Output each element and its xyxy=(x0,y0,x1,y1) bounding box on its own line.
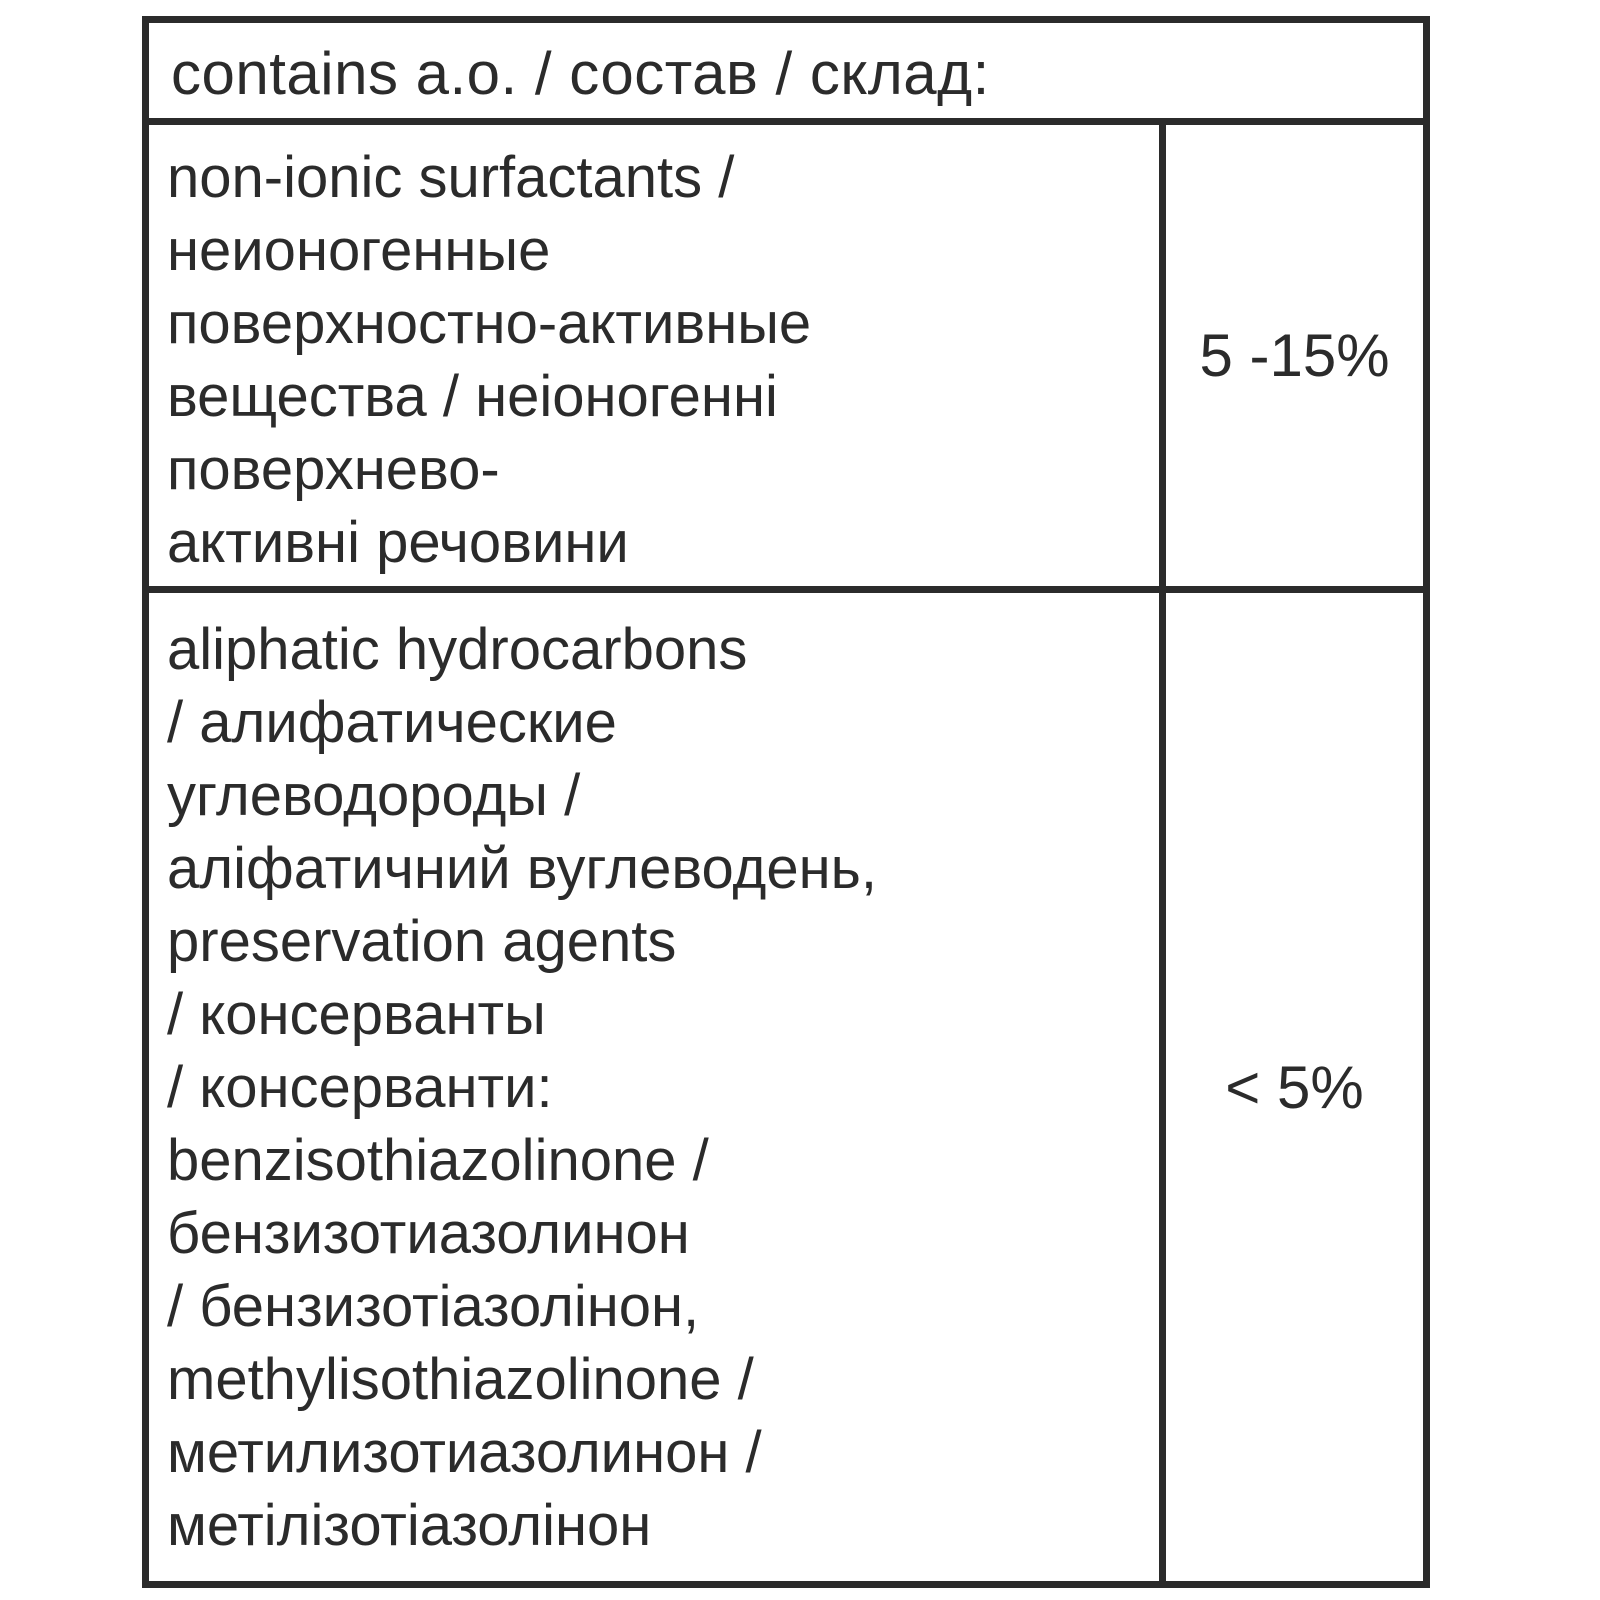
ingredient-line: аліфатичний вуглеводень, xyxy=(167,836,877,901)
ingredient-line: поверхнево- xyxy=(167,437,500,502)
ingredient-line: preservation agents xyxy=(167,909,677,974)
ingredient-line: / бензизотіазолінон, xyxy=(167,1274,700,1339)
ingredient-line: benzisothiazolinone / xyxy=(167,1128,709,1193)
ingredient-cell xyxy=(149,593,1166,1581)
ingredient-line: aliphatic hydrocarbons xyxy=(167,617,748,682)
ingredient-line: бензизотиазолинон xyxy=(167,1201,690,1266)
ingredient-line: неионогенные xyxy=(167,218,551,283)
percentage-cell: 5 -15% xyxy=(1199,322,1390,389)
ingredient-line: активні речовини xyxy=(167,510,629,575)
ingredient-line: метилизотиазолинон / xyxy=(167,1420,762,1485)
ingredient-line: углеводороды / xyxy=(167,763,581,828)
ingredient-line: / консерванты xyxy=(167,982,546,1047)
ingredient-line: / алифатические xyxy=(167,690,617,755)
ingredient-cell xyxy=(149,125,1166,586)
composition-table xyxy=(142,16,1430,1588)
ingredient-line: methylisothiazolinone / xyxy=(167,1347,754,1412)
ingredient-line: поверхностно-активные xyxy=(167,291,812,356)
ingredient-line: вещества / неіоногенні xyxy=(167,364,778,429)
ingredient-line: / консерванти: xyxy=(167,1055,553,1120)
ingredient-line: метілізотіазолінон xyxy=(167,1493,652,1558)
percentage-cell: < 5% xyxy=(1225,1053,1364,1121)
table-row xyxy=(149,125,1423,593)
table-header: contains a.o. / состав / склад: xyxy=(149,23,1423,125)
ingredient-line: non-ionic surfactants / xyxy=(167,145,735,210)
table-row xyxy=(149,593,1423,1581)
